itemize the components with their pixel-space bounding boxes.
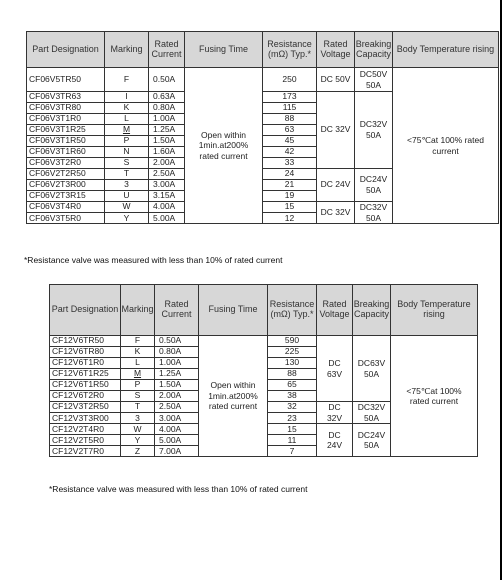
marking: S: [121, 391, 155, 402]
marking: S: [105, 158, 149, 169]
header-rated-voltage: Rated Voltage: [317, 32, 355, 68]
part-designation: CF06V3TR63: [27, 92, 105, 103]
rated-current: 1.00A: [155, 358, 199, 369]
header-rated-current: Rated Current: [155, 285, 199, 336]
footnote-1: *Resistance valve was measured with less than 10% of rated current: [24, 255, 283, 265]
marking: T: [121, 402, 155, 413]
rated-voltage-group: DC 50V: [317, 68, 355, 92]
fuse-spec-table-1: [26, 31, 499, 224]
part-designation: CF06V3T1R0: [27, 114, 105, 125]
part-designation: CF12V6TR80: [50, 347, 121, 358]
marking: L: [105, 114, 149, 125]
part-designation: CF06V3T2R0: [27, 158, 105, 169]
resistance: 19: [263, 191, 317, 202]
rated-voltage-group: DC 32V: [317, 202, 355, 224]
table-header-row: [27, 32, 499, 68]
rated-current: 0.50A: [155, 336, 199, 347]
marking: W: [105, 202, 149, 213]
rated-current: 1.00A: [149, 114, 185, 125]
breaking-capacity-group: DC32V 50A: [353, 402, 391, 424]
header-resistance: Resistance (mΩ) Typ.*: [268, 285, 317, 336]
marking: P: [121, 380, 155, 391]
rated-current: 0.63A: [149, 92, 185, 103]
resistance: 33: [263, 158, 317, 169]
fusing-time-cell: Open within 1min.at200% rated current: [185, 68, 263, 224]
header-body-temperature: Body Temperature rising: [393, 32, 499, 68]
part-designation: CF06V3T5R0: [27, 213, 105, 224]
breaking-capacity-group: DC24V 50A: [355, 169, 393, 202]
header-fusing-time: Fusing Time: [185, 32, 263, 68]
resistance: 45: [263, 136, 317, 147]
rated-current: 5.00A: [155, 435, 199, 446]
marking: F: [105, 68, 149, 92]
part-designation: CF12V2T5R0: [50, 435, 121, 446]
resistance: 23: [268, 413, 317, 424]
resistance: 12: [263, 213, 317, 224]
marking: I: [105, 92, 149, 103]
marking: T: [105, 169, 149, 180]
rated-current: 1.50A: [155, 380, 199, 391]
part-designation: CF06V3T4R0: [27, 202, 105, 213]
marking: K: [121, 347, 155, 358]
footnote-2: *Resistance valve was measured with less than 10% of rated current: [49, 484, 308, 494]
rated-current: 7.00A: [155, 446, 199, 457]
resistance: 42: [263, 147, 317, 158]
rated-current: 2.00A: [155, 391, 199, 402]
marking: P: [105, 136, 149, 147]
header-resistance: Resistance (mΩ) Typ.*: [263, 32, 317, 68]
rated-current: 4.00A: [155, 424, 199, 435]
part-designation: CF06V3TR80: [27, 103, 105, 114]
resistance: 88: [268, 369, 317, 380]
breaking-capacity-group: DC32V 50A: [355, 92, 393, 169]
resistance: 250: [263, 68, 317, 92]
part-designation: CF12V6TR50: [50, 336, 121, 347]
rated-voltage-group: DC 24V: [317, 424, 353, 457]
marking: 3: [121, 413, 155, 424]
resistance: 32: [268, 402, 317, 413]
rated-current: 3.00A: [155, 413, 199, 424]
marking: U: [105, 191, 149, 202]
rated-voltage-group: DC 32V: [317, 92, 355, 169]
body-temperature-cell: <75℃at 100% rated current: [391, 336, 478, 457]
rated-voltage-group: DC 24V: [317, 169, 355, 202]
resistance: 15: [268, 424, 317, 435]
marking: N: [105, 147, 149, 158]
rated-current: 1.50A: [149, 136, 185, 147]
resistance: 21: [263, 180, 317, 191]
resistance: 173: [263, 92, 317, 103]
page-right-border: [500, 0, 502, 580]
rated-current: 2.00A: [149, 158, 185, 169]
part-designation: CF12V3T2R50: [50, 402, 121, 413]
rated-voltage-group: DC 63V: [317, 336, 353, 402]
part-designation: CF12V6T1R25: [50, 369, 121, 380]
part-designation: CF06V3T1R60: [27, 147, 105, 158]
resistance: 590: [268, 336, 317, 347]
marking: F: [121, 336, 155, 347]
part-designation: CF12V2T4R0: [50, 424, 121, 435]
part-designation: CF12V2T7R0: [50, 446, 121, 457]
marking-underlined: M: [133, 368, 142, 379]
marking: 3: [105, 180, 149, 191]
header-breaking-capacity: Breaking Capacity: [353, 285, 391, 336]
rated-current: 1.60A: [149, 147, 185, 158]
header-marking: Marking: [121, 285, 155, 336]
part-designation: CF06V2T3R00: [27, 180, 105, 191]
marking: L: [121, 358, 155, 369]
part-designation: CF06V2T2R50: [27, 169, 105, 180]
rated-current: 5.00A: [149, 213, 185, 224]
marking: [121, 369, 155, 380]
resistance: 115: [263, 103, 317, 114]
rated-current: 1.25A: [155, 369, 199, 380]
part-designation: CF06V3T1R50: [27, 136, 105, 147]
marking: W: [121, 424, 155, 435]
header-rated-current: Rated Current: [149, 32, 185, 68]
resistance: 11: [268, 435, 317, 446]
resistance: 24: [263, 169, 317, 180]
breaking-capacity-group: DC32V 50A: [355, 202, 393, 224]
part-designation: CF12V6T1R50: [50, 380, 121, 391]
marking: Z: [121, 446, 155, 457]
resistance: 225: [268, 347, 317, 358]
fusing-time-cell: Open within 1min.at200% rated current: [199, 336, 268, 457]
rated-current: 2.50A: [155, 402, 199, 413]
rated-current: 3.00A: [149, 180, 185, 191]
header-body-temperature: Body Temperature rising: [391, 285, 478, 336]
resistance: 130: [268, 358, 317, 369]
marking: Y: [105, 213, 149, 224]
breaking-capacity-group: DC24V 50A: [353, 424, 391, 457]
resistance: 15: [263, 202, 317, 213]
header-rated-voltage: Rated Voltage: [317, 285, 353, 336]
header-marking: Marking: [105, 32, 149, 68]
header-part-designation: Part Designation: [27, 32, 105, 68]
part-designation: CF06V3T1R25: [27, 125, 105, 136]
part-designation: CF12V3T3R00: [50, 413, 121, 424]
resistance: 63: [263, 125, 317, 136]
part-designation: CF12V6T1R0: [50, 358, 121, 369]
part-designation: CF06V5TR50: [27, 68, 105, 92]
breaking-capacity-group: DC63V 50A: [353, 336, 391, 402]
header-fusing-time: Fusing Time: [199, 285, 268, 336]
marking: [105, 125, 149, 136]
marking-underlined: M: [122, 124, 131, 135]
rated-current: 3.15A: [149, 191, 185, 202]
resistance: 88: [263, 114, 317, 125]
marking: Y: [121, 435, 155, 446]
rated-current: 4.00A: [149, 202, 185, 213]
rated-voltage-group: DC 32V: [317, 402, 353, 424]
rated-current: 1.25A: [149, 125, 185, 136]
resistance: 65: [268, 380, 317, 391]
fuse-spec-table-2: [49, 284, 478, 457]
header-part-designation: Part Designation: [50, 285, 121, 336]
header-breaking-capacity: Breaking Capacity: [355, 32, 393, 68]
table-row: [27, 68, 499, 92]
table-header-row: [50, 285, 478, 336]
rated-current: 0.80A: [155, 347, 199, 358]
breaking-capacity-group: DC50V 50A: [355, 68, 393, 92]
rated-current: 2.50A: [149, 169, 185, 180]
resistance: 7: [268, 446, 317, 457]
part-designation: CF12V6T2R0: [50, 391, 121, 402]
marking: K: [105, 103, 149, 114]
resistance: 38: [268, 391, 317, 402]
rated-current: 0.50A: [149, 68, 185, 92]
table-row: [50, 336, 478, 347]
part-designation: CF06V2T3R15: [27, 191, 105, 202]
rated-current: 0.80A: [149, 103, 185, 114]
body-temperature-cell: <75℃at 100% rated current: [393, 68, 499, 224]
